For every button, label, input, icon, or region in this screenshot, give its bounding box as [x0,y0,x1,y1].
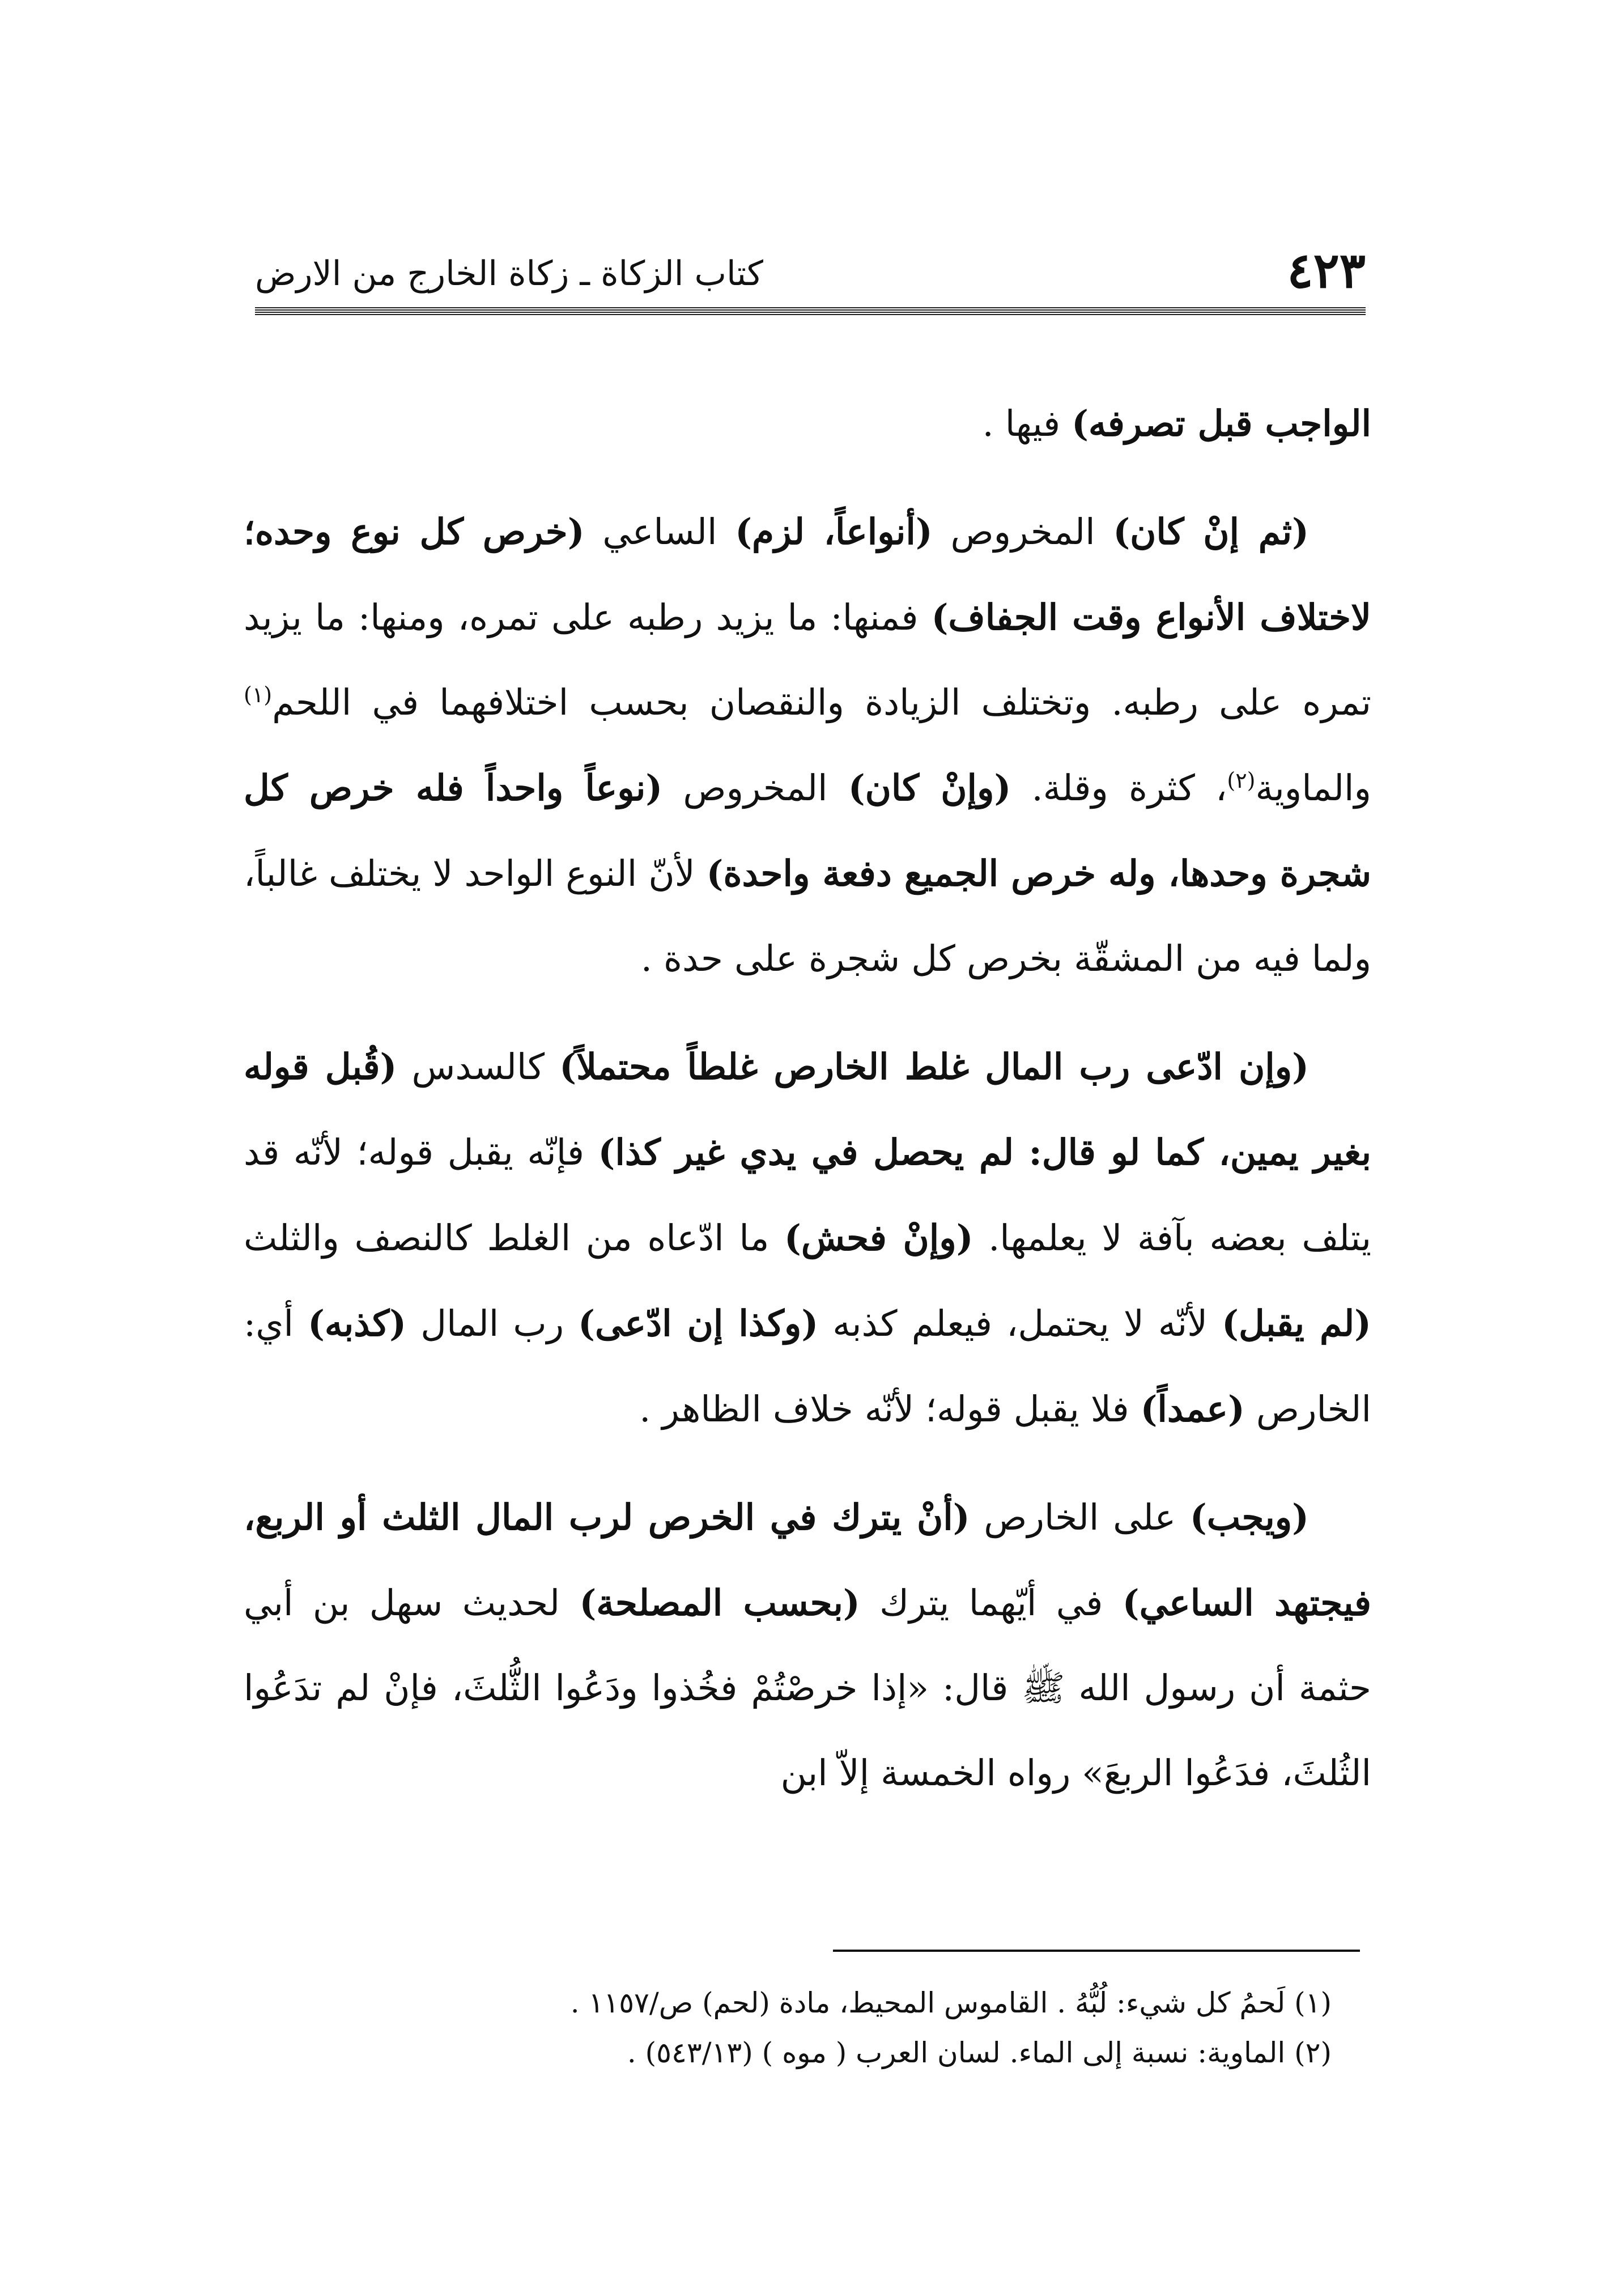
commentary-text: فلا يقبل قوله؛ لأنّه خلاف الظاهر . [639,1388,1141,1430]
bold-matn-text: (كذبه) [308,1302,407,1344]
commentary-text: فيها . [982,403,1072,444]
paragraph [244,1475,1371,1816]
footnotes [340,1978,1332,2078]
footnote-ref: (٢) [1227,768,1256,793]
bold-matn-text: (لم يقبل) [1222,1302,1371,1344]
commentary-text: كالسدس [397,1046,560,1088]
commentary-text: فمنها: ما يزيد رطبه على تمره، ومنها: ما يزيد تمره على رطبه. وتختلف الزيادة والنقصان بحسب اختلافهما في اللحم [244,597,1371,723]
footnote-ref: (١) [244,682,273,707]
commentary-text: في أيّهما يترك [860,1582,1123,1624]
bold-matn-text: (خرص كل نوع وحده؛ لاختلاف الأنواع وقت الجفاف) [244,511,1371,638]
commentary-text: لأنّه لا يحتمل، فيعلم كذبه [818,1303,1222,1344]
paragraph [244,381,1371,466]
commentary-text: المخروص [662,767,848,809]
bold-matn-text: (بحسب المصلحة) [579,1582,860,1624]
bold-matn-text: (قُبل قوله بغير يمين، كما لو قال: لم يحصل في يدي غير كذا) [244,1046,1371,1173]
footnote-rule [833,1950,1360,1952]
paragraph [244,1024,1371,1452]
bold-matn-text: (ثم إنْ كان) [1113,511,1309,553]
footnote: (١) لَحمُ كل شيء: لُبُّهُ . القاموس المحيط، مادة (لحم) ص/١١٥٧ . [570,1986,1332,2019]
bold-matn-text: (عمداً) [1140,1388,1245,1430]
bold-matn-text: (وإنْ كان) [848,767,1011,809]
bold-matn-text: (أنْ يترك في الخرص لرب المال الثلث أو الربع، فيجتهد الساعي) [244,1496,1371,1624]
footnote: (٢) الماوية: نسبة إلى الماء. لسان العرب ( موه ) (٥٤٣/١٣) . [627,2036,1332,2069]
commentary-text: لحديث سهل بن أبي حثمة أن رسول الله ﷺ قال: «إذا خرصْتُمْ فخُذوا ودَعُوا الثُّلثَ، فإنْ لم تدَعُوا الثُلثَ، فدَعُوا الربعَ» رواه الخمسة إلاّ ابن [244,1582,1371,1794]
running-title: كتاب الزكاة ـ زكاة الخارج من الارض [255,254,763,294]
commentary-text: المخروص [932,511,1113,553]
bold-matn-text: (أنواعاً، لزم) [735,511,933,553]
commentary-text: على الخارص [970,1497,1190,1538]
bold-matn-text: (وإنْ فحش) [784,1217,973,1259]
commentary-text: والماوية [1255,767,1371,809]
commentary-text: ما ادّعاه من الغلط كالنصف والثلث [244,1217,785,1259]
page-number: ٤٢٣ [1287,242,1366,299]
page-header [255,241,1366,300]
bold-matn-text: الواجب قبل تصرفه) [1072,402,1371,444]
bold-matn-text: (ويجب) [1189,1496,1309,1538]
commentary-text: الساعي [584,511,736,553]
commentary-text: رب المال [406,1303,579,1344]
commentary-text: لأنّ النوع الواحد لا يختلف غالباً، ولما فيه من المشقّة بخرص كل شجرة على حدة . [244,853,1371,979]
header-rule [255,306,1366,315]
bold-matn-text: (نوعاً واحداً فله خرص كل شجرة وحدها، وله خرص الجميع دفعة واحدة) [244,767,1371,894]
commentary-text: فإنّه يقبل قوله؛ لأنّه قد يتلف بعضه بآفة لا يعلمها. [244,1132,1371,1259]
bold-matn-text: (وإن ادّعى رب المال غلط الخارص غلطاً محتملاً) [559,1046,1309,1088]
commentary-text: أي: الخارص [244,1303,1371,1430]
paragraph [244,489,1371,1001]
bold-matn-text: (وكذا إن ادّعى) [578,1302,819,1344]
body-text [244,381,1371,1838]
commentary-text: ، كثرة وقلة. [1011,767,1227,809]
